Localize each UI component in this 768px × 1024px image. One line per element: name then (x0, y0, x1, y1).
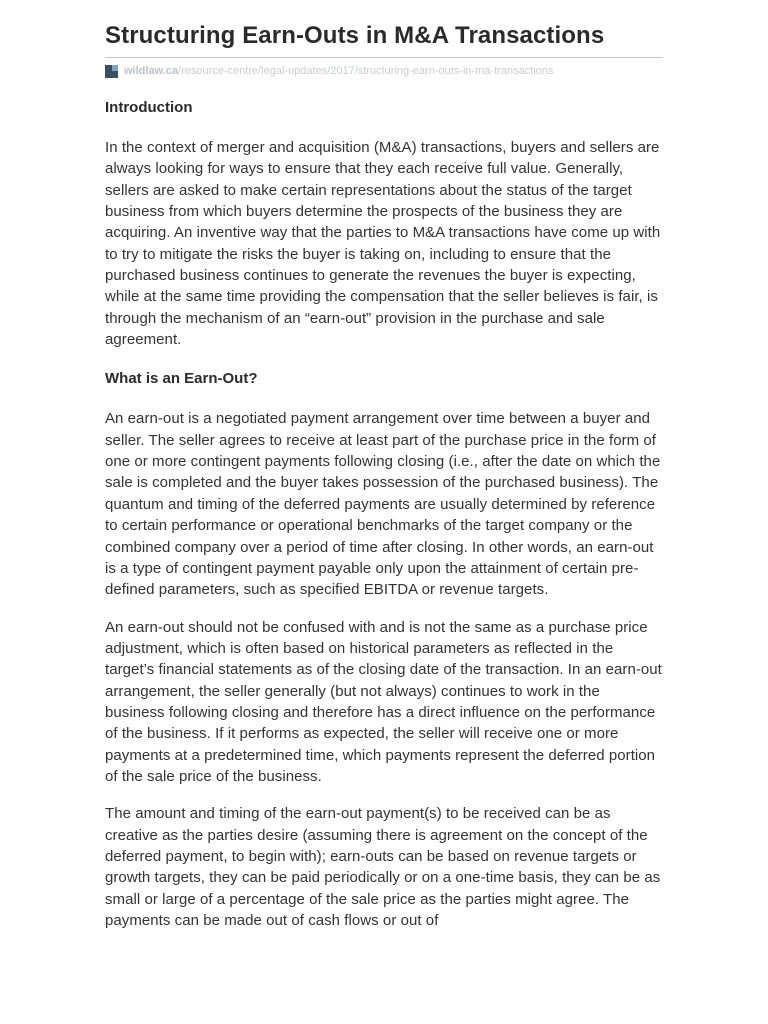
section-heading-introduction: Introduction (105, 99, 193, 116)
paragraph: An earn-out should not be confused with and is not the same as a purchase price adjustment, which is often based on historical parameters as reflected in the target’s financial statements as of the closing date of the transaction. In an earn-out arrangement, the seller generally (but not always) continues to work in the business following closing and therefore has a direct influence on the performance of the business. If it performs as expected, the seller will receive one or more payments at a predetermined time, which payments represent the deferred portion of the sale price of the business. (105, 618, 662, 785)
section-heading-what-is-earn-out: What is an Earn-Out? (105, 370, 258, 388)
site-logo-icon (105, 65, 118, 78)
document-page (105, 0, 663, 931)
article-title: Structuring Earn-Outs in M&A Transactions (105, 22, 605, 49)
source-link[interactable] (105, 63, 663, 79)
source-domain[interactable]: wildlaw.ca (124, 65, 179, 77)
paragraph: In the context of merger and acquisition (M&A) transactions, buyers and sellers are always looking for ways to ensure that they each receive full value. Generally, sellers are asked to make certain representations about the status of the target business from which buyers determine the prospects of the business they are acquiring. An inventive way that the parties to M&A transactions have come up with to try to mitigate the risks the buyer is taking on, including to ensure that the purchased business continues to generate the revenues the buyer is expecting, while at the same time providing the compensation that the seller believes is fair, is through the mechanism of an “earn-out” provision in the purchase and sale agreement. (105, 139, 661, 349)
source-path[interactable]: /resource-centre/legal-updates/2017/structuring-earn-outs-in-ma-transactions (178, 65, 554, 77)
title-divider (105, 57, 663, 58)
paragraph: An earn-out is a negotiated payment arrangement over time between a buyer and seller. The seller agrees to receive at least part of the purchase price in the form of one or more contingent payments following closing (i.e., after the date on which the sale is completed and the buyer takes possession of the purchased business). The quantum and timing of the deferred payments are usually determined by reference to certain performance or operational benchmarks of the target company or the combined company over a period of time after closing. In other words, an earn-out is a type of contingent payment payable only upon the attainment of certain pre-defined parameters, such as specified EBITDA or revenue targets. (105, 410, 661, 599)
paragraph: The amount and timing of the earn-out payment(s) to be received can be as creative as the parties desire (assuming there is agreement on the concept of the deferred payment, to begin with); earn-outs can be based on revenue targets or growth targets, they can be paid periodically or on a one-time basis, they can be as small or large of a percentage of the sale price as the parties might agree. The payments can be made out of cash flows or out of (105, 805, 661, 929)
